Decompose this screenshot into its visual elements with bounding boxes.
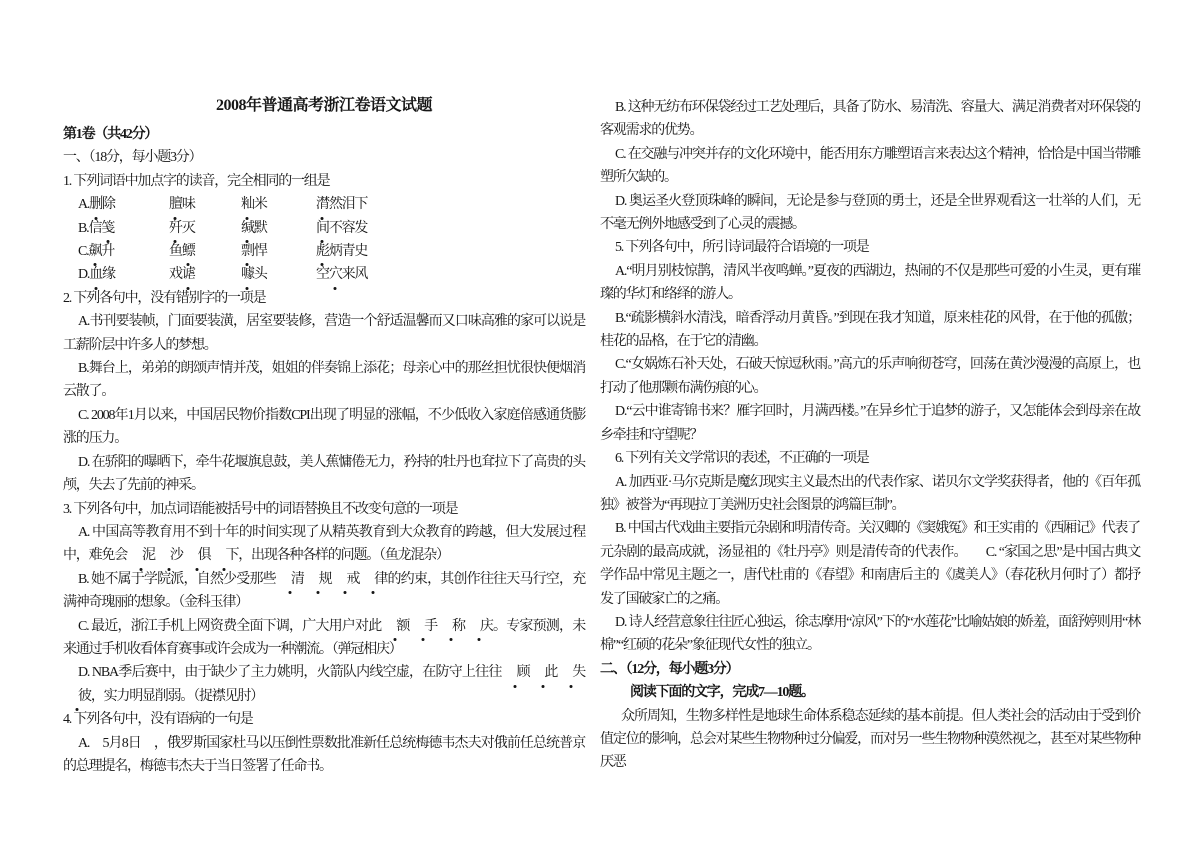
q4-option-b: B. 这种无纺布环保袋经过工艺处理后，具备了防水、易清洗、容量大、满足消费者对环保袋的客观需求的优势。 xyxy=(600,100,1140,139)
q1-word-d4: 空穴来风 xyxy=(316,263,585,286)
q6-option-d: D. 诗人经营意象往往匠心独运，徐志摩用“凉风”下的“水莲花”比喻姑娘的娇羞，面舒婷则用“林棉”“红硕的花朵”象征现代女性的独立。 xyxy=(600,614,1140,654)
q1-word-a1: A.删除 xyxy=(78,193,169,216)
q3-option-d: D. NBA季后赛中，由于缺少了主力姚明，火箭队内线空虚，在防守上往往 顾 此 失彼，实力明显削弱。（捉襟见肘） xyxy=(63,661,585,708)
q1-stem: 1. 下列词语中加点字的读音，完全相同的一组是 xyxy=(63,173,330,189)
q5-option-b: B.“疏影横斜水清浅，暗香浮动月黄昏。”到现在我才知道，原来桂花的风骨，在于他的孤傲；桂花的品格，在于它的清幽。 xyxy=(600,310,1140,350)
reading-instruction: 阅读下面的文字，完成7—10题。 xyxy=(630,685,814,701)
q1-row-d xyxy=(78,263,585,286)
q1-word-b4: 间不容发 xyxy=(316,217,585,240)
left-column xyxy=(63,96,585,778)
q2-option-b: B.舞台上，弟弟的朗颂声情并茂，姐姐的伴奏锦上添花；母亲心中的那丝担忧很快便烟消云散了。 xyxy=(63,361,585,400)
reading-paragraph: 众所周知，生物多样性是地球生命体系稳态延续的基本前提。但人类社会的活动由于受到价值定位的影响，总会对某些生物物种过分偏爱，而对另一些生物物种漠然视之，甚至对某些物种厌恶 xyxy=(600,708,1140,771)
q4-option-a: A. 5月8日 ，俄罗斯国家杜马以压倒性票数批准新任总统梅德韦杰夫对俄前任总统普京的总理提名，梅德韦杰夫于当日签署了任命书。 xyxy=(63,735,585,774)
q1-word-c1: C.飙升 xyxy=(78,240,169,263)
q2-option-c: C. 2008年1月以来，中国居民物价指数CPI出现了明显的涨幅，不少低收入家庭倍感通货膨涨的压力。 xyxy=(63,407,585,447)
q3-option-a: A. 中国高等教育用不到十年的时间实现了从精英教育到大众教育的跨越，但大发展过程中，难免会 泥 沙 俱 下，出现各种各样的问题。（鱼龙混杂） xyxy=(63,521,585,568)
q5-option-d: D.“云中谁寄锦书来？雁字回时，月满西楼。”在异乡忙于追梦的游子，又怎能体会到母亲在故乡牵挂和守望呢？ xyxy=(600,404,1140,443)
section1-heading: 一、（18分，每小题3分） xyxy=(63,150,202,166)
q1-word-b2: 歼灭 xyxy=(169,217,241,240)
q1-word-b1: B.信笺 xyxy=(78,217,169,240)
q1-word-d1: D.血缘 xyxy=(78,263,169,286)
q4-option-c: C. 在交融与冲突并存的文化环境中，能否用东方雕塑语言来表达这个精神，恰恰是中国当带雕塑所欠缺的。 xyxy=(600,146,1140,186)
q1-word-c4: 彪炳青史 xyxy=(316,240,585,263)
q3-stem: 3. 下列各句中，加点词语能被括号中的词语替换且不改变句意的一项是 xyxy=(63,501,458,517)
q5-option-a: A.“明月别枝惊鹊，清风半夜鸣蝉。”夏夜的西湖边，热闹的不仅是那些可爱的小生灵，更有璀璨的华灯和络绎的游人。 xyxy=(600,263,1140,303)
q3-option-b: B. 她不属于学院派，自然少受那些 清 规 戒 律的约束，其创作往往天马行空，充满神奇瑰丽的想象。（金科玉律） xyxy=(63,568,585,615)
q5-stem: 5. 下列各句中，所引诗词最符合语境的一项是 xyxy=(615,240,869,256)
q1-word-d2: 戏谑 xyxy=(169,263,241,286)
q1-word-c3: 剽悍 xyxy=(241,240,316,263)
q1-row-c xyxy=(78,240,585,263)
q1-word-d3: 噱头 xyxy=(241,263,316,286)
q4-option-d: D. 奥运圣火登顶珠峰的瞬间，无论是参与登顶的勇士，还是全世界观看这一壮举的人们，无不毫无例外地感受到了心灵的震撼。 xyxy=(600,193,1140,233)
q1-word-b3: 缄默 xyxy=(241,217,316,240)
q1-word-c2: 鱼鳔 xyxy=(169,240,241,263)
q1-word-a2: 膻味 xyxy=(169,193,241,216)
right-column xyxy=(600,96,1140,775)
q1-word-a4: 潸然泪下 xyxy=(316,193,585,216)
q2-stem: 2. 下列各句中，没有错别字的一项是 xyxy=(63,290,266,306)
q1-word-a3: 籼米 xyxy=(241,193,316,216)
q4-stem: 4. 下列各句中，没有语病的一句是 xyxy=(63,712,253,728)
part1-heading: 第1卷（共42分） xyxy=(63,127,158,142)
q6-option-a: A. 加西亚·马尔克斯是魔幻现实主义最杰出的代表作家、诺贝尔文学奖获得者，他的《百年孤独》被誉为“再现拉丁美洲历史社会图景的鸿篇巨制”。 xyxy=(600,474,1140,513)
page-title: 2008年普通高考浙江卷语文试题 xyxy=(215,97,432,114)
q6-option-b-c: B. 中国古代戏曲主要指元杂剧和明清传奇。关汉卿的《窦娥冤》和王实甫的《西厢记》代表了元杂剧的最高成就，汤显祖的《牡丹亭》则是清传奇的代表作。 C. “家国之思”是中国古典文学作品中常见主题之一，唐代杜甫的《春望》和南唐后主的《虞美人》（春花秋月何时了）都抒发了国破家亡的之痛。 xyxy=(600,521,1140,607)
q2-option-d: D. 在骄阳的曝晒下，牵牛花堰旗息鼓，美人蕉慵倦无力，矜持的牡丹也耷拉下了高贵的头颅，失去了先前的神采。 xyxy=(63,454,585,494)
q1-row-b xyxy=(78,217,585,240)
q3-option-c: C. 最近，浙江手机上网资费全面下调，广大用户对此 额 手 称 庆。专家预测，未来通过手机收看体育赛事或许会成为一种潮流。（弹冠相庆） xyxy=(63,615,585,662)
section2-heading: 二、（12分，每小题3分） xyxy=(600,661,739,677)
q2-option-a: A.书刊要装帧，门面要装潢，居室要装修，营造一个舒适温馨而又口味高雅的家可以说是工薪阶层中许多人的梦想。 xyxy=(63,314,585,353)
q6-stem: 6. 下列有关文学常识的表述，不正确的一项是 xyxy=(615,451,869,467)
q1-row-a xyxy=(78,193,585,216)
q5-option-c: C.“女娲炼石补天处，石破天惊逗秋雨。”高亢的乐声响彻苍穹，回荡在黄沙漫漫的高原上，也打动了他那颗布满伤痕的心。 xyxy=(600,357,1140,396)
